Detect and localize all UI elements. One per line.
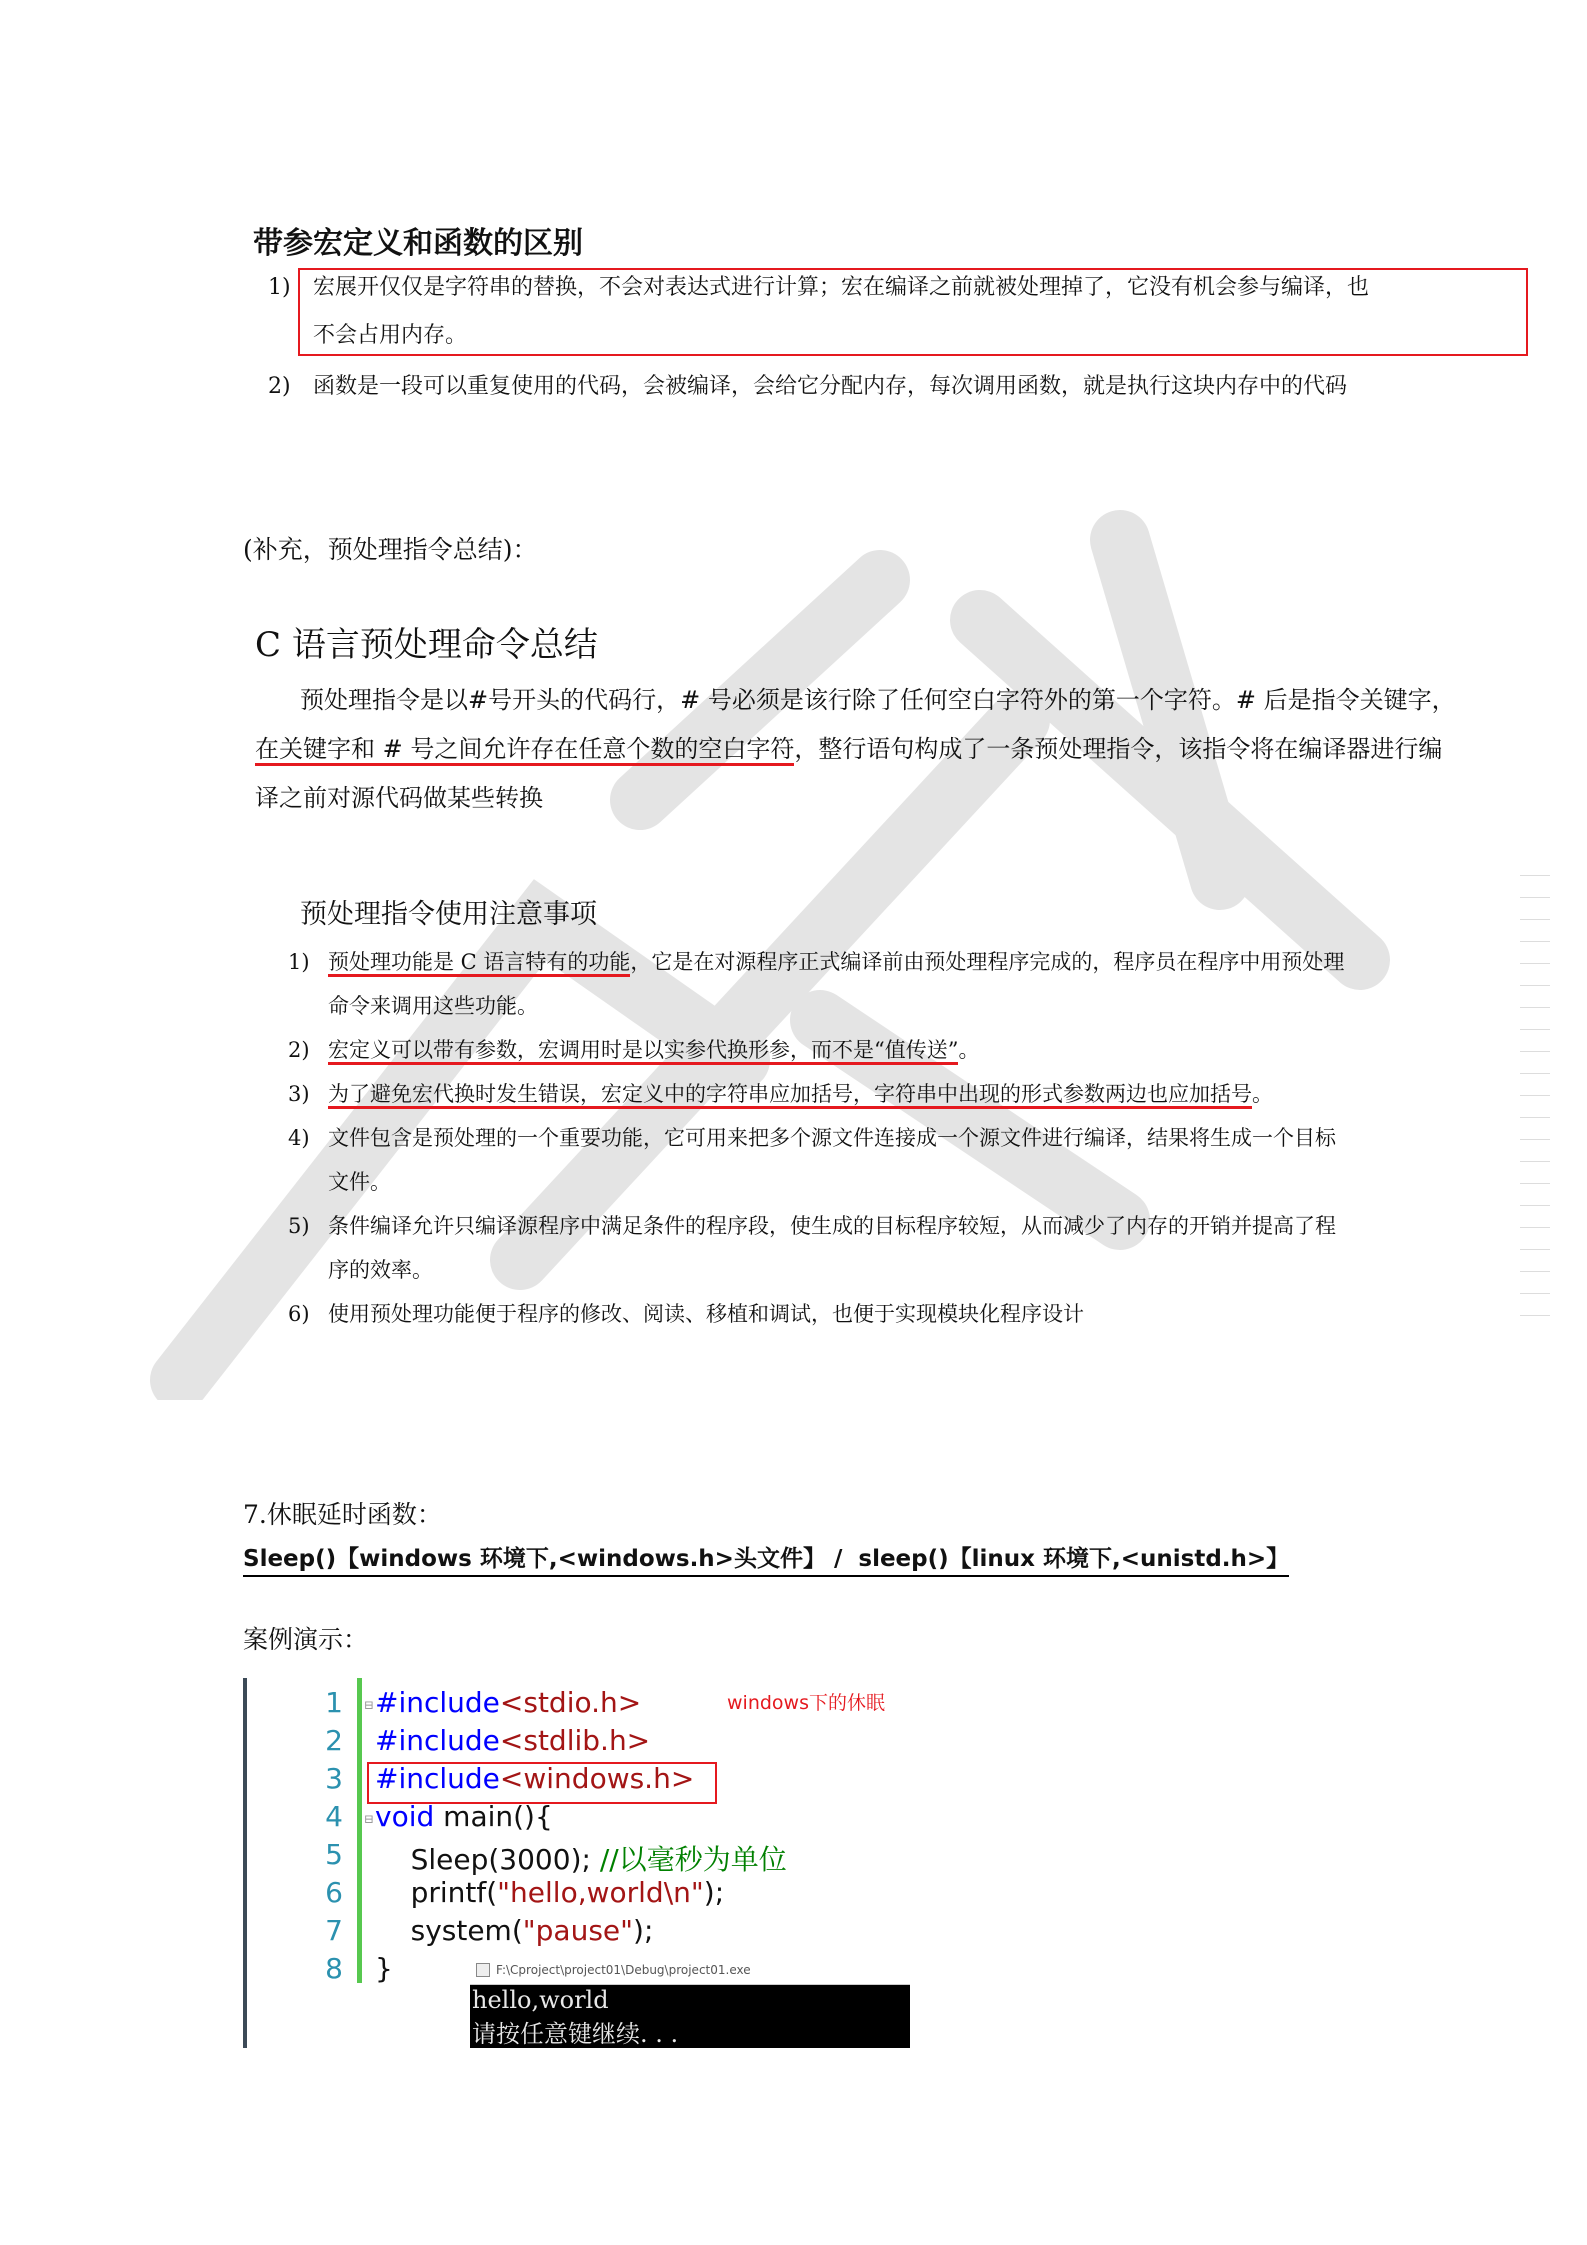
console-output-line: 请按任意键继续. . . — [472, 2020, 679, 2048]
list-item — [288, 1292, 1508, 1336]
line-number: 8 — [325, 1952, 343, 1985]
code-line: Sleep(3000); //以毫秒为单位 — [375, 1843, 787, 1876]
list-item — [288, 1116, 1508, 1160]
underlined-phrase: 预处理功能是 C 语言特有的功能 — [328, 950, 630, 977]
section-title-macro-vs-function: 带参宏定义和函数的区别 — [253, 226, 583, 261]
list-item-number: 6) — [288, 1302, 310, 1326]
list-item-text: 使用预处理功能便于程序的修改、阅读、移植和调试，也便于实现模块化程序设计 — [328, 1302, 1084, 1326]
list-item-number: 2) — [288, 1038, 310, 1062]
code-line: printf("hello,world\n"); — [375, 1876, 725, 1909]
line-number: 6 — [325, 1876, 343, 1909]
line-number: 5 — [325, 1838, 343, 1871]
list-item-number: 5) — [288, 1214, 310, 1238]
margin-rules — [1520, 875, 1550, 1355]
list-item-text: ，它是在对源程序正式编译前由预处理程序完成的，程序员在程序中用预处理 — [630, 950, 1345, 974]
list-item-number: 4) — [288, 1126, 310, 1150]
list-item-continuation: 命令来调用这些功能。 — [328, 994, 538, 1018]
paragraph-line: 预处理指令是以#号开头的代码行，# 号必须是该行除了任何空白字符外的第一个字符。# 后是指令关键字， — [300, 686, 1456, 714]
fold-icon: ⊟ — [364, 1698, 375, 1712]
code-line: } — [375, 1952, 393, 1985]
demo-label: 案例演示： — [243, 1625, 369, 1654]
list-item-number: 2) — [268, 374, 291, 399]
paragraph-line: 译之前对源代码做某些转换 — [255, 784, 543, 812]
paragraph-line — [255, 725, 1442, 774]
list-item-continuation: 序的效率。 — [328, 1258, 433, 1282]
underlined-phrase: 宏定义可以带有参数，宏调用时是以实参代换形参，而不是“值传送” — [328, 1038, 958, 1065]
list-item-continuation: 文件。 — [328, 1170, 391, 1194]
underlined-phrase: 为了避免宏代换时发生错误，宏定义中的字符串应加括号，字符串中出现的形式参数两边也应加括号 — [328, 1082, 1252, 1109]
list-item — [288, 940, 1508, 984]
line-number: 1 — [325, 1686, 343, 1719]
list-item-text: 宏展开仅仅是字符串的替换，不会对表达式进行计算；宏在编译之前就被处理掉了，它没有机会参与编译，也 — [313, 275, 1370, 300]
list-item-text: 不会占用内存。 — [313, 323, 468, 348]
line-number: 3 — [325, 1762, 343, 1795]
code-line: system("pause"); — [375, 1914, 654, 1947]
changed-lines-marker — [357, 1678, 362, 1983]
console-title: F:\Cproject\project01\Debug\project01.exe — [496, 1963, 751, 1977]
code-line: void main(){ — [375, 1800, 553, 1833]
list-item-text: 。 — [1252, 1082, 1273, 1106]
underlined-phrase: 在关键字和 # 号之间允许存在任意个数的空白字符 — [255, 735, 794, 766]
code-line: #include<stdio.h> — [375, 1686, 642, 1719]
list-item-text: 。 — [958, 1038, 980, 1062]
notes-list — [288, 940, 1508, 1336]
list-item-number: 3) — [288, 1082, 310, 1106]
list-item-text: 文件包含是预处理的一个重要功能，它可用来把多个源文件连接成一个源文件进行编译，结果将生成一个目标 — [328, 1126, 1336, 1150]
list-item — [288, 1204, 1508, 1248]
line-number: 2 — [325, 1724, 343, 1757]
line-number: 4 — [325, 1800, 343, 1833]
list-item-text: 条件编译允许只编译源程序中满足条件的程序段，使生成的目标程序较短，从而减少了内存的开销并提高了程 — [328, 1214, 1336, 1238]
sleep-function-subheading: Sleep()【windows 环境下,<windows.h>头文件】 / sleep()【linux 环境下,<unistd.h>】 — [243, 1540, 1289, 1577]
code-line: #include<stdlib.h> — [375, 1724, 651, 1757]
supplement-note: (补充，预处理指令总结)： — [243, 535, 538, 564]
console-window — [470, 1958, 910, 2048]
paragraph-text: ，整行语句构成了一条预处理指令，该指令将在编译器进行编 — [794, 735, 1443, 763]
list-item-text: 函数是一段可以重复使用的代码，会被编译，会给它分配内存，每次调用函数，就是执行这块内存中的代码 — [313, 374, 1348, 399]
list-item-number: 1) — [268, 275, 291, 300]
console-icon — [476, 1963, 490, 1977]
section-title-preprocessor: C 语言预处理命令总结 — [255, 625, 598, 665]
section-heading-sleep: 7.休眠延时函数： — [243, 1500, 442, 1529]
code-line: #include<windows.h> — [375, 1762, 695, 1795]
list-item — [288, 1072, 1508, 1116]
fold-icon: ⊟ — [364, 1812, 375, 1826]
list-item — [288, 1028, 1508, 1072]
highlight-box — [367, 1762, 717, 1804]
console-title-bar — [470, 1958, 910, 1985]
section-title-notes: 预处理指令使用注意事项 — [300, 899, 597, 930]
console-output-line: hello,world — [472, 1986, 609, 2014]
line-number: 7 — [325, 1914, 343, 1947]
code-annotation: windows下的休眠 — [727, 1692, 885, 1714]
list-item-number: 1) — [288, 950, 310, 974]
line-number-gutter — [247, 1678, 357, 2048]
